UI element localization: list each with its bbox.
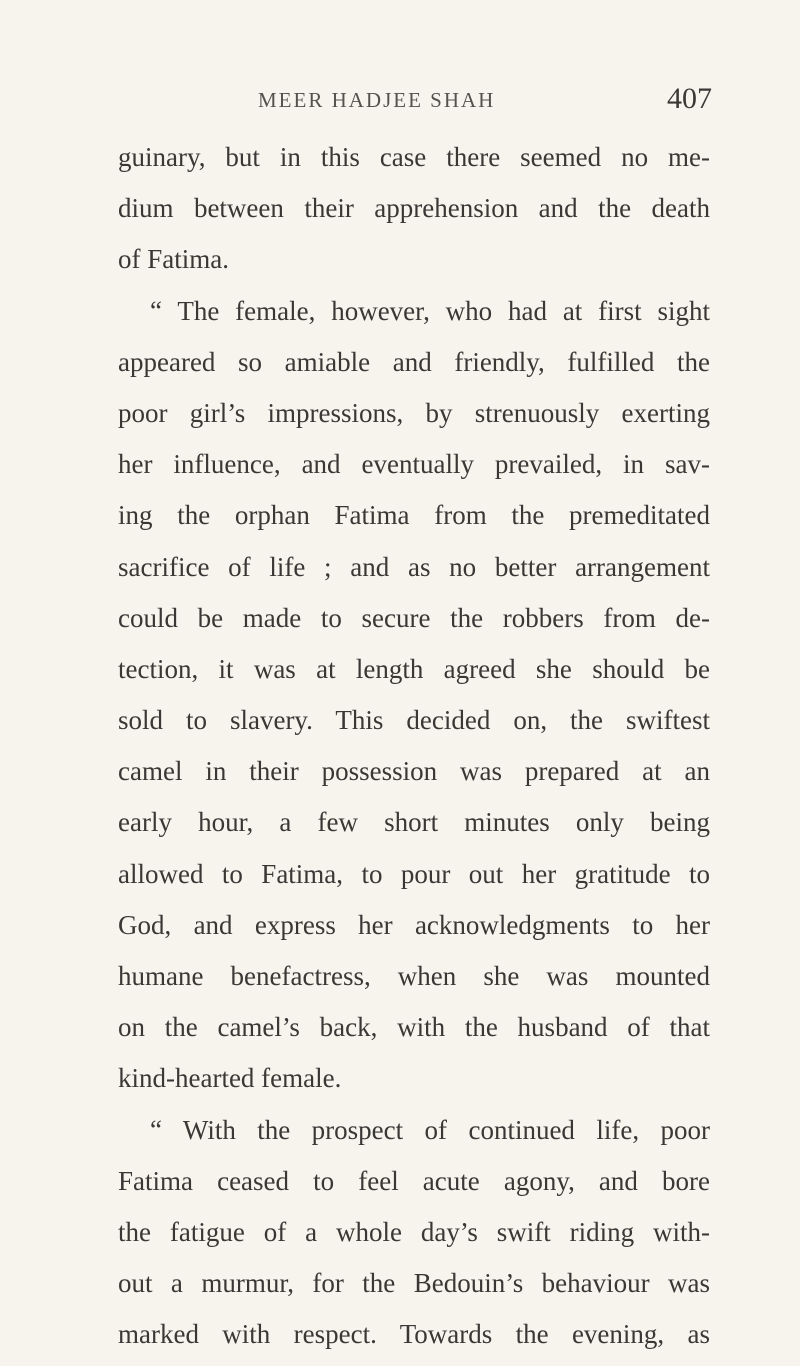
text-line: “ The female, however, who had at first sight — [150, 295, 710, 326]
text-line: ing the orphan Fatima from the premeditated — [118, 500, 710, 531]
text-line: kind-hearted female. — [118, 1063, 342, 1094]
running-title: MEER HADJEE SHAH — [258, 88, 496, 112]
text-line: her influence, and eventually prevailed, in sav- — [118, 449, 710, 480]
text-line: marked with respect. Towards the evening, as — [118, 1319, 710, 1350]
text-line: early hour, a few short minutes only being — [118, 807, 710, 838]
text-line: tection, it was at length agreed she should be — [118, 653, 710, 684]
text-line: “ With the prospect of continued life, poor — [150, 1114, 710, 1145]
text-line: could be made to secure the robbers from de- — [118, 602, 710, 633]
text-line: camel in their possession was prepared at an — [118, 756, 710, 787]
text-line: God, and express her acknowledgments to her — [118, 909, 710, 940]
text-line: Fatima ceased to feel acute agony, and bore — [118, 1165, 710, 1196]
page-number: 407 — [667, 82, 712, 115]
text-line: sacrifice of life ; and as no better arrangement — [118, 551, 710, 582]
text-line: humane benefactress, when she was mounted — [118, 961, 710, 991]
text-line: on the camel’s back, with the husband of that — [118, 1012, 710, 1043]
running-head — [248, 82, 712, 126]
text-line: poor girl’s impressions, by strenuously exerting — [118, 397, 710, 428]
text-line: sold to slavery. This decided on, the swiftest — [118, 705, 710, 736]
text-line: the fatigue of a whole day’s swift riding with- — [118, 1216, 710, 1247]
text-line: appeared so amiable and friendly, fulfilled the — [118, 346, 710, 377]
text-line: guinary, but in this case there seemed no me- — [118, 142, 710, 172]
text-line: dium between their apprehension and the death — [118, 193, 710, 224]
text-line: allowed to Fatima, to pour out her gratitude to — [118, 858, 710, 889]
text-line: out a murmur, for the Bedouin’s behaviour was — [118, 1268, 710, 1299]
body-text — [118, 132, 710, 1361]
text-line: of Fatima. — [118, 244, 229, 275]
